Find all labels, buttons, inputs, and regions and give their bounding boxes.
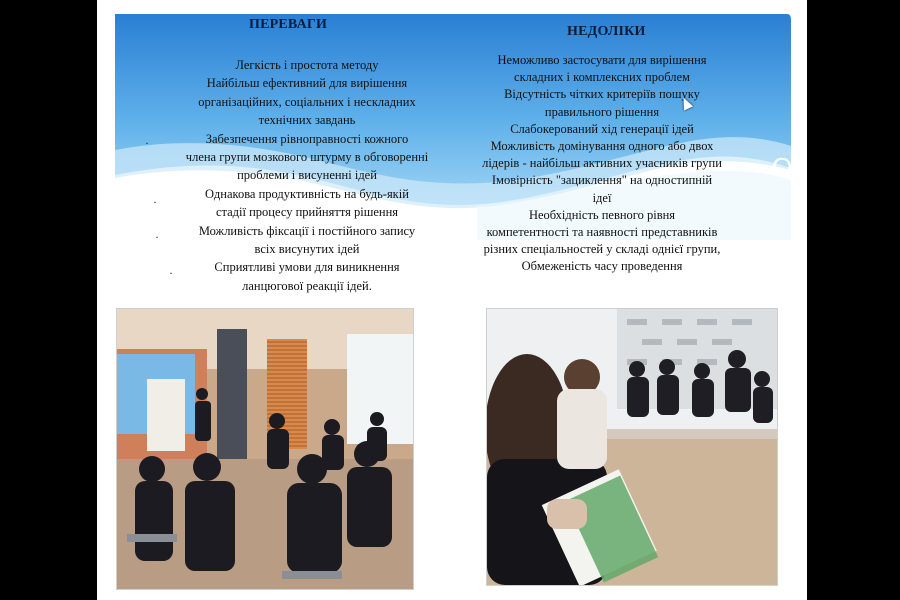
disadvantage-line: лідерів - найбільш активних учасників групи [482, 156, 722, 171]
bullet-dot: · [155, 230, 159, 244]
classroom-photo-right [486, 308, 778, 586]
disadvantage-line: Слабокерований хід генерації ідей [510, 121, 694, 136]
advantage-line: Однакова продуктивність на будь-якій [205, 186, 409, 201]
disadvantage-line: Можливість домінування одного або двох [490, 139, 714, 154]
advantage-line: всіх висунутих ідей [254, 242, 360, 257]
advantage-line: організаційних, соціальних і нескладних [198, 94, 416, 109]
disadvantage-line: Обмеженість часу проведення [521, 259, 683, 274]
advantages-title: ПЕРЕВАГИ [249, 17, 328, 32]
bullet-dot: · [169, 266, 173, 280]
advantage-line: технічних завдань [258, 113, 356, 128]
disadvantage-line: Необхідність певного рівня [528, 207, 676, 222]
advantage-line: Сприятливі умови для виникнення [214, 260, 400, 275]
disadvantage-line: різних спеціальностей у складі однієї групи, [483, 242, 721, 257]
classroom-photo-left [116, 308, 414, 590]
disadvantage-line: Неможливо застосувати для вирішення [497, 53, 707, 67]
disadvantage-line: Імовірність "зациклення" на одностипній [491, 173, 713, 188]
advantages-list [157, 56, 457, 295]
bullet-dot: · [145, 136, 149, 150]
bullet-dot: · [153, 195, 157, 209]
advantage-line: стадії процесу прийняття рішення [215, 205, 399, 220]
decorative-letter: O [772, 152, 793, 182]
disadvantage-line: ідеї [592, 190, 612, 205]
disadvantages-list [442, 52, 762, 276]
disadvantage-line: складних і комплексних проблем [514, 70, 690, 85]
disadvantage-line: компетентності та наявності представників [486, 225, 718, 240]
advantage-line: Легкість і простота методу [235, 58, 379, 72]
advantage-line: Забезпечення рівноправності кожного [205, 131, 409, 146]
disadvantages-title: НЕДОЛІКИ [567, 24, 646, 39]
advantage-line: Можливість фіксації і постійного запису [198, 223, 416, 238]
disadvantage-line: Відсутність чітких критеріїв пошуку [504, 87, 700, 102]
advantage-line: Найбільш ефективний для вирішення [206, 76, 408, 91]
presentation-slide [97, 0, 807, 600]
advantage-line: проблеми і висуненні ідей [237, 168, 377, 183]
advantage-line: члена групи мозкового штурму в обговоренні [185, 150, 429, 165]
disadvantage-line: правильного рішення [544, 104, 660, 119]
advantage-line: ланцюгової реакції ідей. [242, 278, 372, 293]
